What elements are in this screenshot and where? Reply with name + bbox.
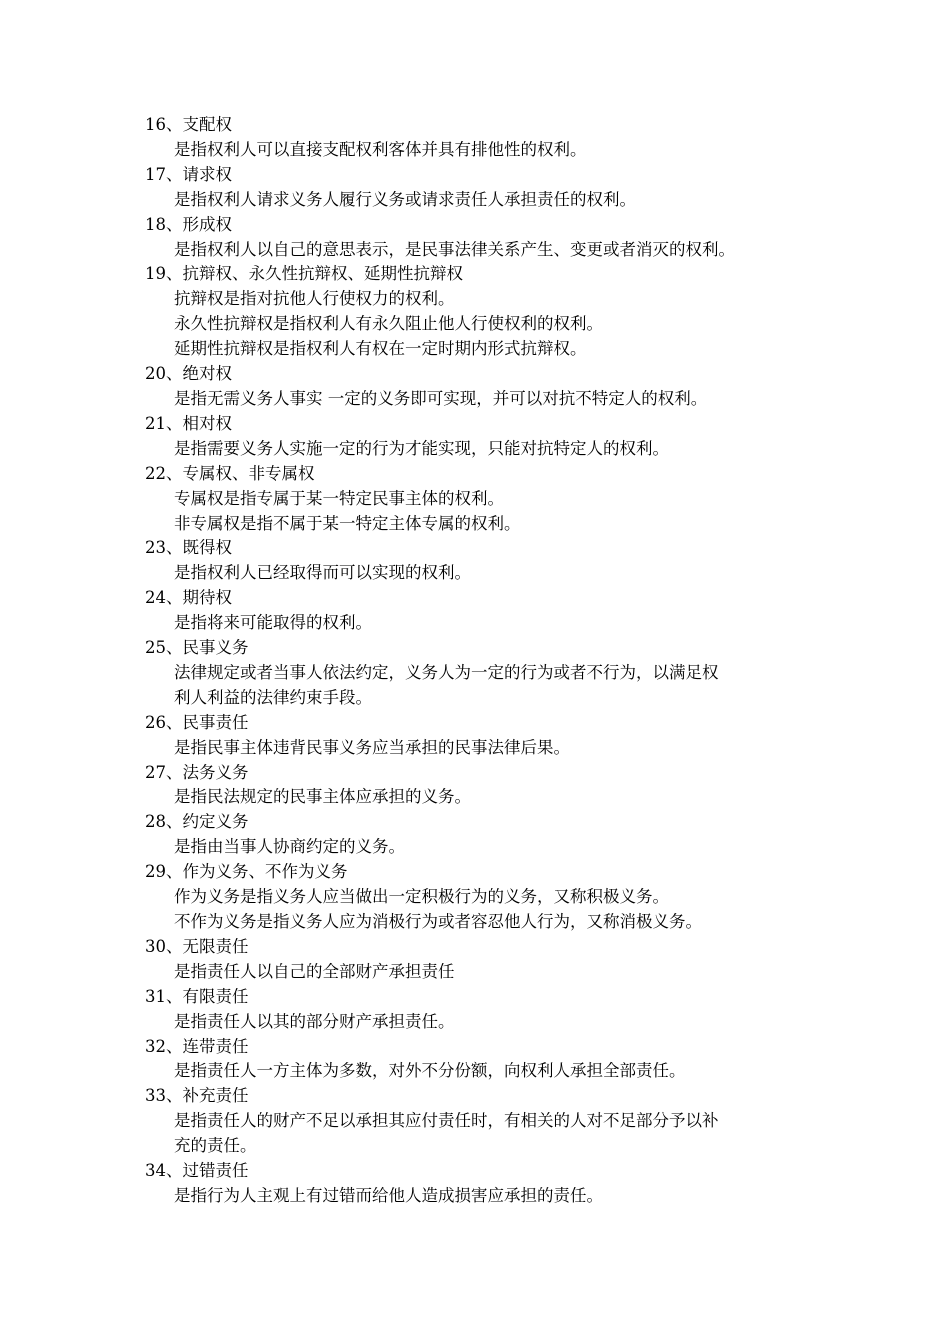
- entry-heading: 29、作为义务、不作为义务: [145, 862, 348, 882]
- entry-definition-line: 是指权利人可以直接支配权利客体并具有排他性的权利。: [174, 139, 587, 159]
- entry-heading: 16、支配权: [145, 115, 232, 134]
- entry-definition-line: 是指无需义务人事实 一定的义务即可实现，并可以对抗不特定人的权利。: [174, 388, 708, 408]
- entry-definition-line: 抗辩权是指对抗他人行使权力的权利。: [174, 289, 455, 309]
- entry-definition-line: 充的责任。: [174, 1136, 257, 1156]
- entry-definition-line: 是指责任人一方主体为多数，对外不分份额，向权利人承担全部责任。: [174, 1061, 686, 1081]
- entry-heading: 26、民事责任: [145, 712, 249, 732]
- entry-definition-line: 是指由当事人协商约定的义务。: [174, 837, 405, 857]
- entry-definition-line: 非专属权是指不属于某一特定主体专属的权利。: [174, 513, 521, 533]
- entry-heading: 30、无限责任: [145, 936, 249, 956]
- definition-entry: [145, 935, 810, 985]
- definition-entry: [145, 1159, 810, 1209]
- entry-definition-line: 是指民法规定的民事主体应承担的义务。: [174, 787, 471, 807]
- definition-entry: [145, 163, 810, 213]
- entry-definition-line: 是指行为人主观上有过错而给他人造成损害应承担的责任。: [174, 1185, 603, 1205]
- definition-entry: [145, 213, 810, 263]
- entry-heading: 25、民事义务: [145, 638, 249, 658]
- entry-definition-line: 专属权是指专属于某一特定民事主体的权利。: [174, 488, 504, 508]
- entry-definition-line: 是指权利人请求义务人履行义务或请求责任人承担责任的权利。: [174, 189, 636, 209]
- entry-definition-line: 是指需要义务人实施一定的行为才能实现，只能对抗特定人的权利。: [174, 438, 669, 458]
- entry-definition-line: 作为义务是指义务人应当做出一定积极行为的义务，又称积极义务。: [174, 887, 669, 907]
- definition-entry: [145, 412, 810, 462]
- entry-heading: 21、相对权: [145, 413, 232, 433]
- entry-definition-line: 是指权利人以自己的意思表示，是民事法律关系产生、变更或者消灭的权利。: [174, 239, 735, 259]
- entry-heading: 22、专属权、非专属权: [145, 463, 315, 483]
- definition-entry: [145, 636, 810, 711]
- entry-definition-line: 是指责任人的财产不足以承担其应付责任时，有相关的人对不足部分予以补: [174, 1111, 719, 1131]
- definition-entry: [145, 536, 810, 586]
- entry-definition-line: 是指将来可能取得的权利。: [174, 613, 372, 633]
- entry-heading: 23、既得权: [145, 538, 232, 558]
- definition-entry: [145, 810, 810, 860]
- entry-heading: 34、过错责任: [145, 1161, 249, 1181]
- entry-heading: 17、请求权: [145, 164, 232, 184]
- entry-heading: 20、绝对权: [145, 364, 232, 384]
- definition-entry: [145, 113, 810, 163]
- entry-heading: 19、抗辩权、永久性抗辩权、延期性抗辩权: [145, 264, 463, 284]
- document-body: [145, 113, 810, 1209]
- entry-definition-line: 是指责任人以其的部分财产承担责任。: [174, 1011, 455, 1031]
- entry-heading: 33、补充责任: [145, 1086, 249, 1106]
- definition-entry: [145, 1035, 810, 1085]
- entry-heading: 28、约定义务: [145, 812, 249, 832]
- entry-definition-line: 是指权利人已经取得而可以实现的权利。: [174, 563, 471, 583]
- definition-entry: [145, 761, 810, 811]
- definition-entry: [145, 1084, 810, 1159]
- definition-entry: [145, 362, 810, 412]
- definition-entry: [145, 586, 810, 636]
- entry-definition-line: 是指民事主体违背民事义务应当承担的民事法律后果。: [174, 737, 570, 757]
- entry-definition-line: 不作为义务是指义务人应为消极行为或者容忍他人行为，又称消极义务。: [174, 912, 702, 931]
- entry-definition-line: 永久性抗辩权是指权利人有永久阻止他人行使权利的权利。: [174, 314, 603, 334]
- entry-definition-line: 延期性抗辩权是指权利人有权在一定时期内形式抗辩权。: [174, 339, 587, 359]
- entry-definition-line: 是指责任人以自己的全部财产承担责任: [174, 961, 455, 981]
- definition-entry: [145, 262, 810, 362]
- definition-entry: [145, 860, 810, 935]
- entry-heading: 32、连带责任: [145, 1036, 249, 1056]
- entry-definition-line: 利人利益的法律约束手段。: [174, 687, 372, 707]
- definition-entry: [145, 985, 810, 1035]
- entry-heading: 24、期待权: [145, 588, 232, 608]
- entry-heading: 31、有限责任: [145, 986, 249, 1006]
- entry-definition-line: 法律规定或者当事人依法约定，义务人为一定的行为或者不行为，以满足权: [174, 662, 719, 682]
- definition-entry: [145, 711, 810, 761]
- entry-heading: 18、形成权: [145, 214, 232, 234]
- definition-entry: [145, 462, 810, 537]
- entry-heading: 27、法务义务: [145, 762, 249, 782]
